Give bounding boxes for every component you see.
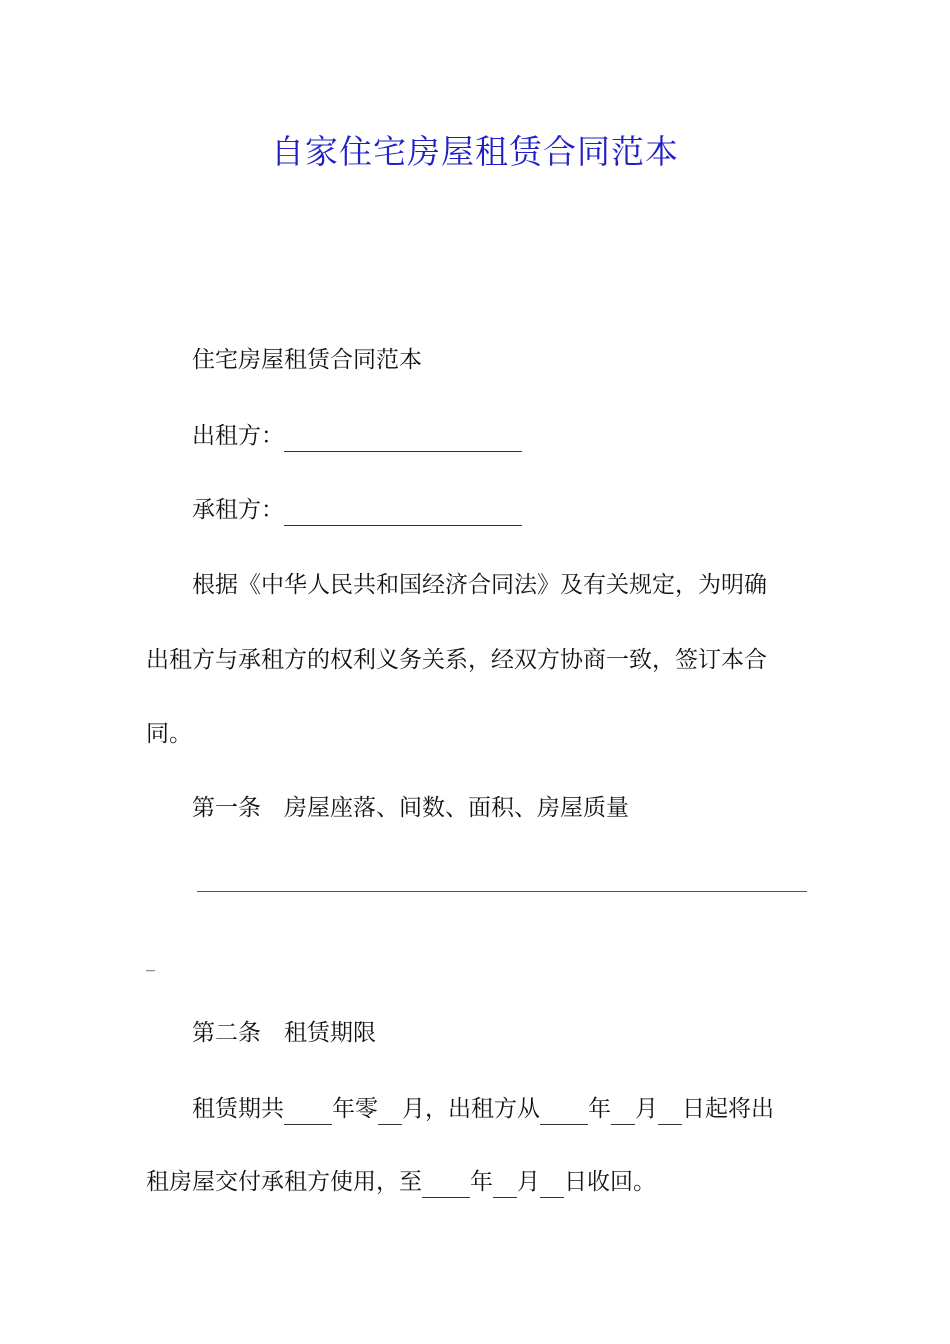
end-month-blank — [493, 1173, 517, 1198]
term-text: 年 — [588, 1096, 611, 1122]
months-blank — [378, 1100, 402, 1125]
lessor-line — [192, 420, 522, 452]
term-line-1 — [192, 1093, 774, 1125]
end-year-blank — [422, 1173, 470, 1198]
term-text: 租赁期共 — [192, 1096, 284, 1122]
term-text: 月 — [517, 1169, 540, 1195]
article-1-trailing-mark: _ — [146, 951, 155, 972]
article-1-heading: 第一条 房屋座落、间数、面积、房屋质量 — [192, 795, 629, 821]
term-text: 日起将出 — [682, 1096, 774, 1122]
term-text: 日收回。 — [564, 1169, 656, 1195]
end-day-blank — [540, 1173, 564, 1198]
article-2-heading: 第二条 租赁期限 — [192, 1020, 376, 1046]
term-text: 年零 — [332, 1096, 378, 1122]
intro-line-2: 出租方与承租方的权利义务关系，经双方协商一致，签订本合 — [146, 647, 767, 673]
term-text: 年 — [470, 1169, 493, 1195]
term-line-2 — [146, 1166, 656, 1198]
lessee-label: 承租方： — [192, 497, 284, 523]
document-title: 自家住宅房屋租赁合同范本 — [271, 132, 679, 171]
article-1-fill-rule — [197, 891, 807, 892]
lessee-line — [192, 494, 522, 526]
lessee-blank — [284, 501, 522, 526]
term-text: 租房屋交付承租方使用，至 — [146, 1169, 422, 1195]
term-text: 月，出租方从 — [402, 1096, 540, 1122]
lessor-blank — [284, 427, 522, 452]
intro-line-1: 根据《中华人民共和国经济合同法》及有关规定，为明确 — [192, 572, 767, 598]
years-blank — [284, 1100, 332, 1125]
lessor-label: 出租方： — [192, 423, 284, 449]
term-text: 月 — [635, 1096, 658, 1122]
intro-line-3: 同。 — [146, 721, 192, 747]
start-year-blank — [540, 1100, 588, 1125]
contract-subtitle: 住宅房屋租赁合同范本 — [192, 347, 422, 373]
start-day-blank — [658, 1100, 682, 1125]
start-month-blank — [611, 1100, 635, 1125]
